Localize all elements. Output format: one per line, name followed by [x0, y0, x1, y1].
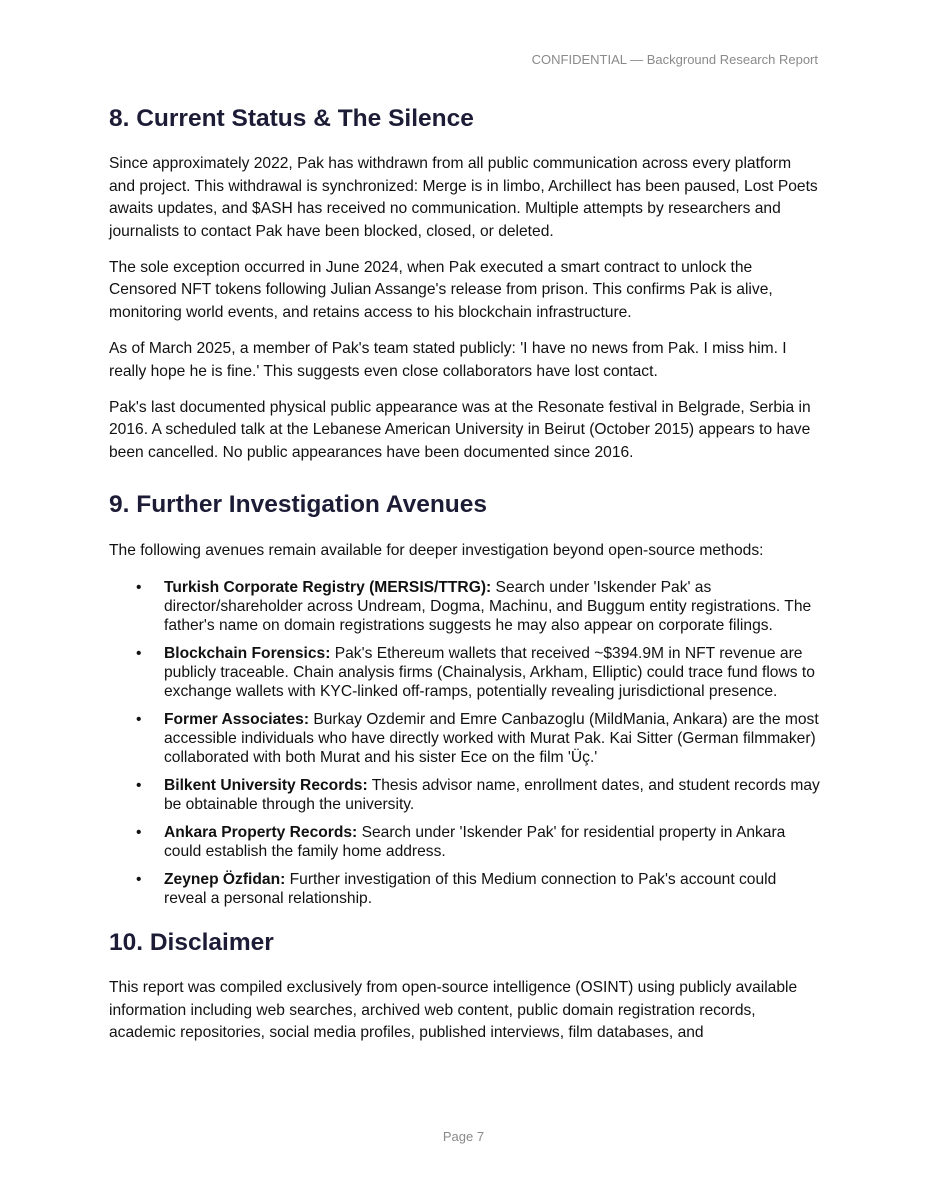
list-item — [109, 870, 821, 908]
paragraph: Pak's last documented physical public appearance was at the Resonate festival in Belgrade, Serbia in 2016. A scheduled talk at the Lebanese American University in Beirut (October 2015) appears to have been cancelled. No public appearances have been documented since 2016. — [109, 399, 811, 461]
list-item — [109, 644, 821, 701]
list-item — [109, 578, 821, 635]
item-term: Ankara Property Records: — [164, 824, 358, 842]
bullet-icon: • — [136, 645, 142, 663]
bullet-icon: • — [136, 711, 142, 729]
item-term: Blockchain Forensics: — [164, 645, 331, 663]
page-header: CONFIDENTIAL — Background Research Report — [531, 52, 818, 67]
item-text: Search under 'Iskender Pak' for residential property in Ankara could establish the family home address. — [164, 824, 786, 861]
list-item — [109, 776, 821, 814]
item-text: Burkay Ozdemir and Emre Canbazoglu (MildMania, Ankara) are the most accessible individuals who have directly worked with Murat Pak. Kai Sitter (German filmmaker) collaborated with both Murat and his sister Ece on the film 'Üç.' — [164, 711, 819, 767]
section-heading: 10. Disclaimer — [109, 929, 274, 957]
item-text: Thesis advisor name, enrollment dates, and student records may be obtainable through the university. — [164, 777, 820, 814]
paragraph: As of March 2025, a member of Pak's team stated publicly: 'I have no news from Pak. I miss him. I really hope he is fine.' This suggests even close collaborators have lost contact. — [109, 340, 787, 380]
section-intro: The following avenues remain available for deeper investigation beyond open-source methods: — [109, 541, 764, 559]
section-disclaimer — [109, 928, 821, 1045]
item-term: Zeynep Özfidan: — [164, 871, 286, 889]
bullet-icon: • — [136, 871, 142, 889]
item-term: Bilkent University Records: — [164, 777, 368, 795]
item-text: Pak's Ethereum wallets that received ~$394.9M in NFT revenue are publicly traceable. Chain analysis firms (Chainalysis, Arkham, Elliptic) could trace fund flows to exchange wallets with KYC-linked off-ramps, potentially revealing jurisdictional presence. — [164, 645, 815, 701]
item-term: Turkish Corporate Registry (MERSIS/TTRG): — [164, 579, 492, 597]
item-text: Further investigation of this Medium connection to Pak's account could reveal a personal relationship. — [164, 871, 777, 908]
avenues-list — [109, 578, 821, 908]
document-body — [109, 104, 821, 1059]
section-investigation-avenues — [109, 490, 821, 908]
section-current-status — [109, 104, 821, 464]
section-heading: 8. Current Status & The Silence — [109, 105, 474, 132]
list-item — [109, 710, 821, 767]
item-text: Search under 'Iskender Pak' as director/shareholder across Undream, Dogma, Machinu, and Buggum entity registrations. The father's name on domain registrations suggests he may also appear on corporate filings. — [164, 579, 812, 635]
section-heading: 9. Further Investigation Avenues — [109, 491, 488, 519]
bullet-icon: • — [136, 824, 142, 842]
list-item — [109, 823, 821, 861]
paragraph: This report was compiled exclusively from open-source intelligence (OSINT) using publicly available information including web searches, archived web content, public domain registration records, academic repositories, social media profiles, published interviews, film databases, and — [109, 979, 798, 1042]
bullet-icon: • — [136, 579, 142, 597]
bullet-icon: • — [136, 777, 142, 795]
paragraph: The sole exception occurred in June 2024, when Pak executed a smart contract to unlock the Censored NFT tokens following Julian Assange's release from prison. This confirms Pak is alive, monitoring world events, and retains access to his blockchain infrastructure. — [109, 259, 773, 321]
page-number: Page 7 — [442, 1129, 485, 1144]
paragraph: Since approximately 2022, Pak has withdrawn from all public communication across every platform and project. This withdrawal is synchronized: Merge is in limbo, Archillect has been paused, Lost Poets awaits updates, and $ASH has received no communication. Multiple attempts by researchers and journalists to contact Pak have been blocked, closed, or deleted. — [109, 155, 818, 240]
item-term: Former Associates: — [164, 711, 310, 729]
